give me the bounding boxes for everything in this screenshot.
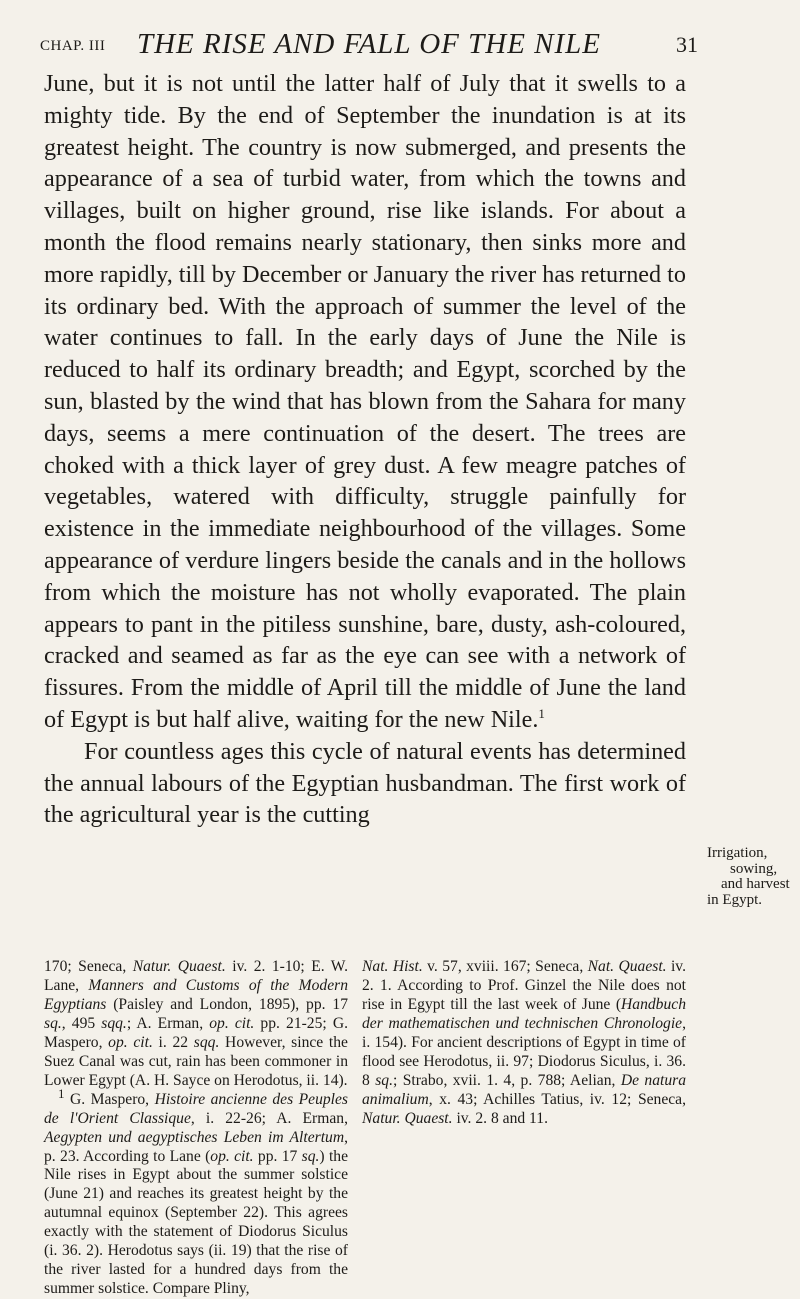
running-head [40, 26, 698, 66]
paragraph-1 [44, 68, 686, 736]
margin-note-line: sowing, [730, 860, 778, 877]
fn-text: iv. 2. 1-10; E. W. Lane, [44, 958, 348, 994]
chapter-label: CHAP. III [40, 38, 106, 54]
fn-italic: sqq. [193, 1033, 220, 1051]
fn-text: ; Strabo, xvii. 1. 4, p. 788; Aelian, [392, 1071, 621, 1089]
paragraph-2: For countless ages this cycle of natural events has determined the annual labours of the Egyptian husbandman. The first work of the agricultural year is the cutting [44, 737, 686, 829]
fn-italic: Aegypten und aegyptisches Leben im Altertum [44, 1128, 345, 1146]
fn-italic: Handbuch der mathematischen und technischen Chronologie [362, 995, 686, 1032]
fn-text: iv. 2. 8 and 11. [452, 1109, 548, 1127]
fn-text: iv. 2. 1. According to Prof. Ginzel the Nile does not rise in Egypt till the last week of June ( [362, 958, 686, 1013]
fn-text: However, since the Suez Canal was cut, rain has been commoner in Lower Egypt (A. H. Sayce on Herodotus, ii. 14). [44, 1033, 348, 1089]
footnotes-column-left [44, 958, 348, 1299]
fn-text: , x. 43; Achilles Tatius, iv. 12; Seneca, [428, 1090, 686, 1108]
margin-note-line: and harvest [721, 876, 790, 892]
margin-note-line: Irrigation, [707, 845, 768, 861]
fn-text: 170; Seneca, [44, 958, 133, 975]
running-title: THE RISE AND FALL OF THE NILE [136, 28, 602, 60]
fn-italic: Nat. Quaest. [587, 958, 667, 975]
fn-italic: op. cit. [209, 1014, 255, 1032]
fn-italic: De natura animalium [362, 1071, 686, 1108]
fn-text: , 495 [61, 1014, 102, 1032]
fn-text: pp. 21-25; G. Maspero, [44, 1014, 348, 1051]
fn-italic: sq. [301, 1147, 320, 1165]
fn-italic: Manners and Customs of the Modern Egyptians [44, 976, 348, 1013]
fn-text: G. Maspero, [64, 1090, 155, 1108]
paragraph-1-text: June, but it is not until the latter half of July that it swells to a mighty tide. By the end of September the inundation is at its greatest height. The country is now submerged, and presents the appearance of a sea of turbid water, from which the towns and villages, built on higher ground, rise like islands. For about a month the flood remains nearly stationary, then sinks more and more rapidly, till by December or January the river has returned to its ordinary bed. With the approach of summer the level of the water continues to fall. In the early days of June the Nile is reduced to half its ordinary breadth; and Egypt, scorched by the sun, blasted by the wind that has blown from the Sahara for many days, seems a mere continuation of the desert. The trees are choked with a thick layer of grey dust. A few meagre patches of vegetables, watered with difficulty, struggle painfully for existence in the immediate neighbourhood of the villages. Some appearance of verdure lingers beside the canals and in the hollows from which the moisture has not wholly evaporated. The plain appears to pant in the pitiless sunshine, bare, dusty, ash-coloured, cracked and seamed as far as the eye can see with a network of fissures. From the middle of April till the middle of June the land of Egypt is but half alive, waiting for the new Nile. [44, 70, 686, 733]
main-text [44, 68, 686, 831]
fn-italic: op. cit. [210, 1147, 254, 1165]
margin-note [707, 846, 797, 908]
fn-text: pp. 17 [253, 1147, 302, 1165]
footnote-1-mark: 1 [58, 1085, 65, 1101]
fn-italic: Histoire ancienne des Peuples de l'Orient Classique [44, 1090, 348, 1127]
fn-text: , i. 154). For ancient descriptions of Egypt in time of flood see Herodotus, ii. 97; Diodorus Siculus, i. 36. 8 [362, 1014, 686, 1089]
fn-italic: Natur. Quaest. [132, 958, 226, 975]
fn-italic: op. cit. [108, 1033, 153, 1051]
footnote-reference-1: 1 [538, 705, 545, 721]
fn-text: v. 57, xviii. 167; Seneca, [422, 958, 588, 975]
fn-text: , p. 23. According to Lane ( [44, 1128, 348, 1165]
fn-text: i. 22 [152, 1033, 194, 1051]
fn-text: ; A. Erman, [126, 1014, 210, 1032]
fn-italic: Nat. Hist. [362, 958, 423, 975]
page-number: 31 [676, 32, 698, 57]
fn-italic: sq. [375, 1071, 393, 1089]
footnote-1-continued [362, 958, 686, 1129]
fn-italic: Natur. Quaest. [362, 1109, 453, 1127]
fn-text: , i. 22-26; A. Erman, [190, 1109, 348, 1127]
fn-italic: sq. [44, 1014, 62, 1032]
fn-text: (Paisley and London, 1895), pp. 17 [106, 995, 348, 1013]
footnotes-column-right [362, 958, 686, 1129]
fn-text: ) the Nile rises in Egypt about the summer solstice (June 21) and reaches its greatest height by the autumnal equinox (September 22). This agrees exactly with the statement of Diodorus Siculus (i. 36. 2). Herodotus says (ii. 19) that the rise of the river lasted for a hundred days from the summer solstice. Compare Pliny, [44, 1147, 348, 1298]
footnote-continued [44, 958, 348, 1091]
footnote-1 [44, 1085, 348, 1299]
margin-note-line: in Egypt. [707, 891, 762, 908]
fn-italic: sqq. [101, 1014, 127, 1032]
